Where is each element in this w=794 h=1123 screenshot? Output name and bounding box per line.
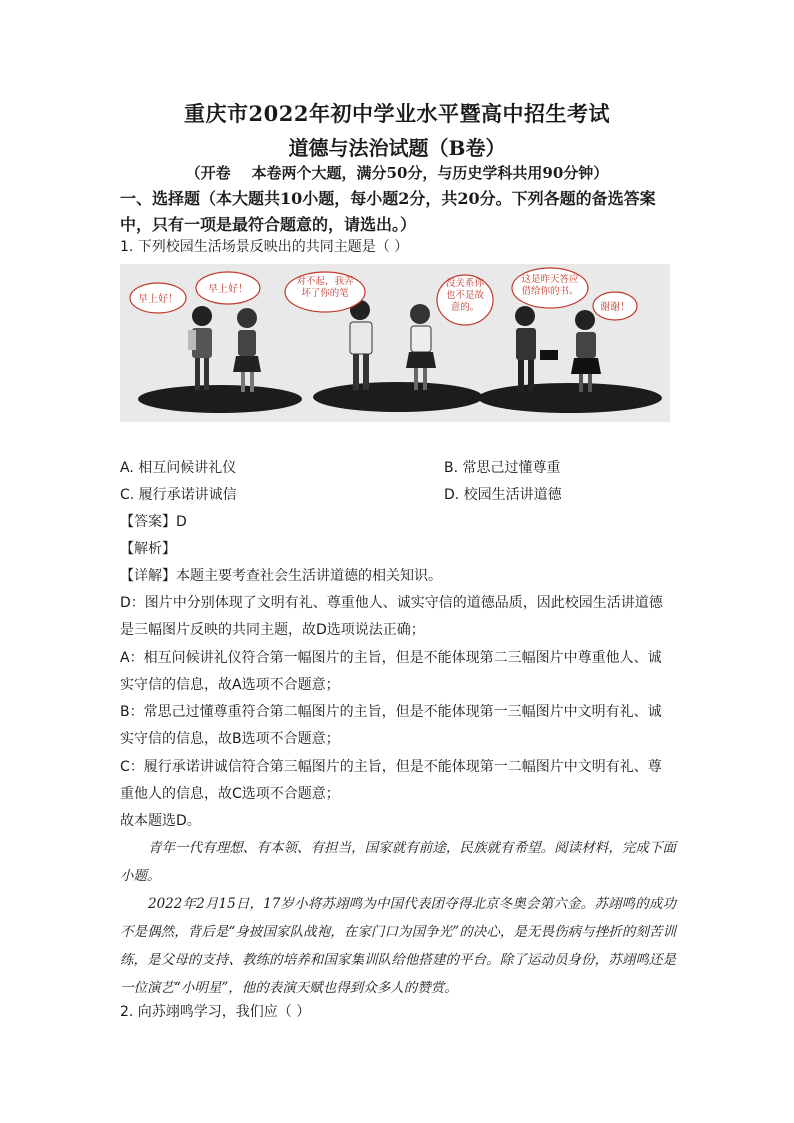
scene2-people	[350, 300, 436, 390]
question-1-figure	[120, 264, 670, 422]
question-1-stem: 1. 下列校园生活场景反映出的共同主题是（ ）	[120, 239, 409, 255]
detail-line: D：图片中分别体现了文明有礼、尊重他人、诚实守信的道德品质，因此校园生活讲道德	[120, 595, 663, 611]
bubble-good-morning-1: 早上好！	[138, 294, 178, 305]
exam-note: （开卷 本卷两个大题，满分50分，与历史学科共用90分钟）	[185, 164, 609, 182]
option-b[interactable]: B. 常思己过懂尊重	[444, 460, 561, 476]
bubble-apology: 对不起，我弄坏了你的笔	[296, 276, 354, 299]
section-heading-line2: 中，只有一项是最符合题意的，请选出。）	[120, 215, 417, 234]
scene3-people	[515, 306, 601, 392]
scene2-floor	[313, 382, 483, 412]
detail-line: 是三幅图片反映的共同主题，故D选项说法正确；	[120, 622, 425, 638]
option-d[interactable]: D. 校园生活讲道德	[444, 487, 562, 503]
detail-line: 故本题选D。	[120, 813, 201, 829]
passage-intro: 青年一代有理想、有本领、有担当，国家就有前途，民族就有希望。阅读材料，完成下面小题。	[120, 840, 676, 884]
option-c[interactable]: C. 履行承诺讲诚信	[120, 487, 237, 503]
question-2-stem: 2. 向苏翊鸣学习，我们应（ ）	[120, 1004, 311, 1020]
bubble-no-problem: 没关系你也不是故意的。	[445, 278, 484, 313]
bubble-thanks: 谢谢！	[600, 302, 630, 313]
scene1-people	[188, 306, 261, 392]
detail-line: 重他人的信息，故C选项不合题意；	[120, 786, 340, 802]
detail-line: C：履行承诺讲诚信符合第三幅图片的主旨，但是不能体现第一二幅图片中文明有礼、尊	[120, 759, 662, 775]
detail-line: A：相互问候讲礼仪符合第一幅图片的主旨，但是不能体现第二三幅图片中尊重他人、诚	[120, 650, 662, 666]
campus-scenes-illustration	[120, 264, 670, 422]
exam-subtitle: 道德与法治试题（B卷）	[288, 136, 506, 160]
analysis-label: 【解析】	[120, 541, 176, 557]
answer-label: 【答案】D	[120, 514, 187, 530]
passage-body: 2022年2月15日，17岁小将苏翊鸣为中国代表团夺得北京冬奥会第六金。苏翊鸣的成功不是偶然，背后是“身披国家队战袍，在家门口为国争光”的决心，是无畏伤病与挫折的刻苦训练，是父母的支持、教练的培养和国家集训队给他搭建的平台。除了运动员身份，苏翊鸣还是一位演艺“小明星”，他的表演天赋也得到众多人的赞赏。	[120, 896, 676, 996]
detail-line: 【详解】本题主要考查社会生活讲道德的相关知识。	[120, 568, 442, 584]
bubble-returning-book: 这是昨天答应借给你的书。	[521, 274, 579, 297]
section-heading-line1: 一、选择题（本大题共10小题，每小题2分，共20分。下列各题的备选答案	[120, 189, 656, 208]
scene1-floor	[138, 385, 302, 413]
detail-line: B：常思己过懂尊重符合第二幅图片的主旨，但是不能体现第一三幅图片中文明有礼、诚	[120, 704, 662, 720]
option-a[interactable]: A. 相互问候讲礼仪	[120, 460, 237, 476]
detail-line: 实守信的信息，故A选项不合题意；	[120, 677, 340, 693]
exam-title: 重庆市2022年初中学业水平暨高中招生考试	[184, 101, 610, 126]
detail-line: 实守信的信息，故B选项不合题意；	[120, 731, 340, 747]
bubble-good-morning-2: 早上好！	[208, 284, 248, 295]
scene3-floor	[478, 383, 662, 413]
